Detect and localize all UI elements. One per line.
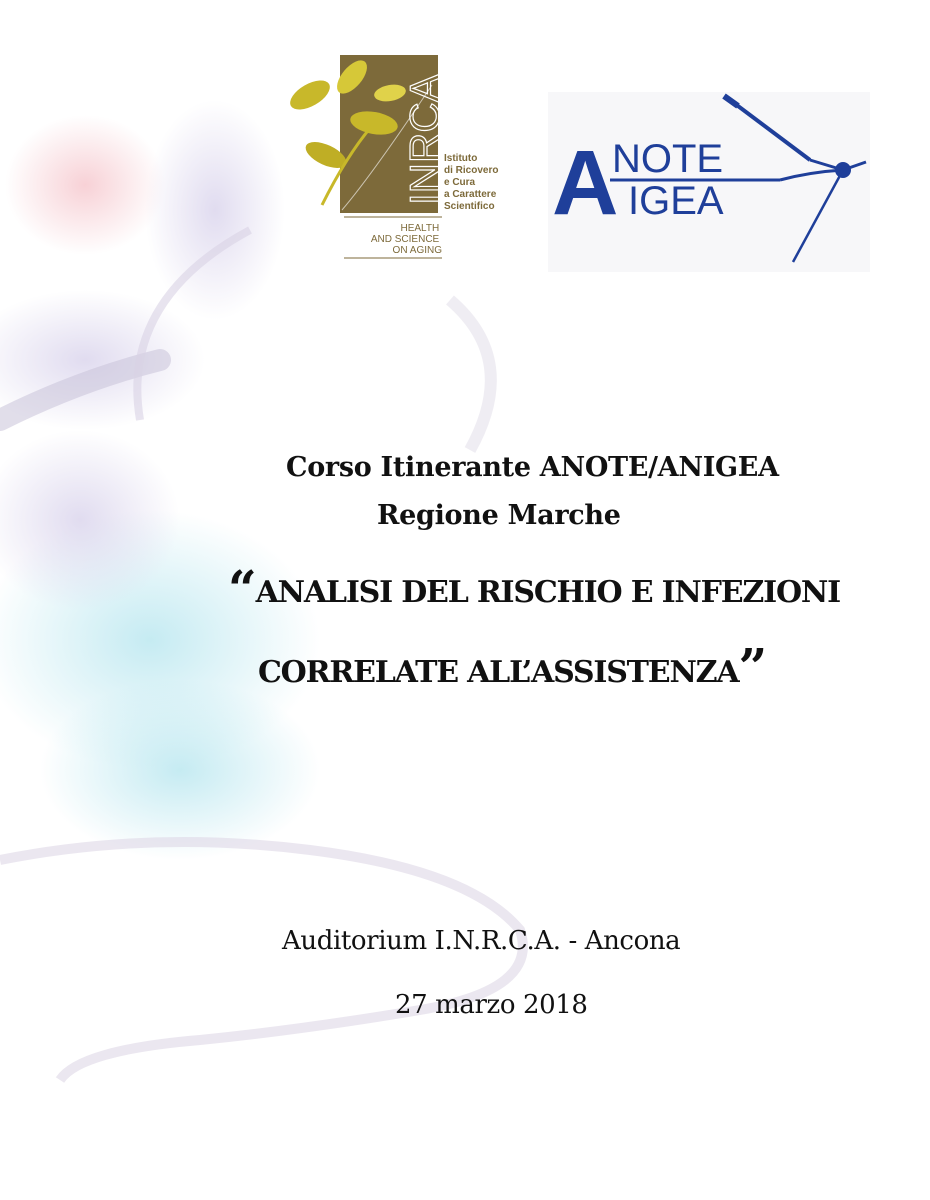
inrca-institute-text: Istituto di Ricovero e Cura a Carattere Scientifico [444,153,499,212]
anote-word-top: NOTE [612,137,724,181]
event-date: 27 marzo 2018 [395,990,588,1020]
closing-quote: ” [738,637,767,696]
course-title: Corso Itinerante ANOTE/ANIGEA [286,452,779,483]
region-name: Regione Marche [377,500,621,531]
anote-letter-a: A [552,132,619,234]
inrca-tagline: HEALTH AND SCIENCE ON AGING [370,223,442,256]
venue: Auditorium I.N.R.C.A. - Ancona [282,926,681,956]
inrca-logo [282,55,522,265]
anote-anigea-logo [548,92,870,272]
main-title-line-1-text: ANALISI DEL RISCHIO E INFEZIONI [255,575,840,610]
main-title-line-1 [228,559,888,618]
main-title-line-2-text: CORRELATE ALL’ASSISTENZA [258,655,739,690]
leaf-icon [285,74,334,115]
anote-word-bottom: IGEA [628,179,724,223]
inrca-acronym: INRCA [401,74,448,205]
main-title-line-2 [258,637,858,696]
opening-quote: “ [228,559,256,618]
